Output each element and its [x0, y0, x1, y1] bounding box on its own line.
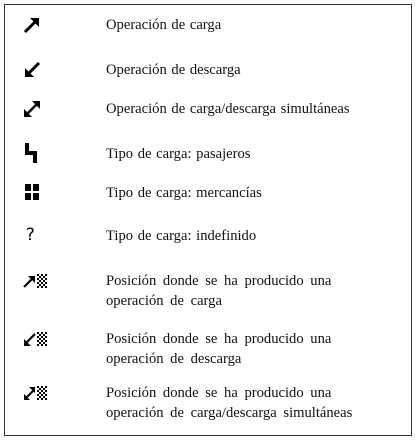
unload-arrow-icon: [22, 59, 48, 81]
load-unload-position-icon: [22, 383, 48, 405]
legend-label-line: Posición donde se ha producido una: [106, 385, 332, 401]
load-unload-arrows-icon: [22, 98, 48, 120]
legend-label: [106, 329, 402, 369]
legend-label-line: Posición donde se ha producido una: [106, 273, 332, 289]
legend-label: [106, 271, 402, 311]
legend-table: [4, 4, 412, 436]
legend-label-line: operación de descarga: [106, 351, 242, 367]
legend-label: Tipo de carga: mercancías: [106, 185, 262, 201]
load-arrow-icon: [22, 14, 48, 36]
legend-label-line: Posición donde se ha producido una: [106, 331, 332, 347]
load-position-icon: [22, 271, 48, 293]
legend-label-line: operación de carga/descarga simultáneas: [106, 405, 353, 421]
legend-label: Tipo de carga: pasajeros: [106, 146, 251, 162]
unload-position-icon: [22, 329, 48, 351]
passenger-icon: [22, 142, 48, 164]
legend-label: Tipo de carga: indefinido: [106, 228, 257, 244]
goods-icon: [22, 181, 48, 203]
legend-label: Operación de descarga: [106, 62, 241, 78]
undefined-icon: [22, 224, 48, 246]
question-mark-icon: ?: [25, 225, 36, 245]
legend-label: [106, 383, 402, 423]
legend-label: Operación de carga: [106, 17, 222, 33]
legend-label-line: operación de carga: [106, 293, 222, 309]
legend-label: Operación de carga/descarga simultáneas: [106, 101, 350, 117]
